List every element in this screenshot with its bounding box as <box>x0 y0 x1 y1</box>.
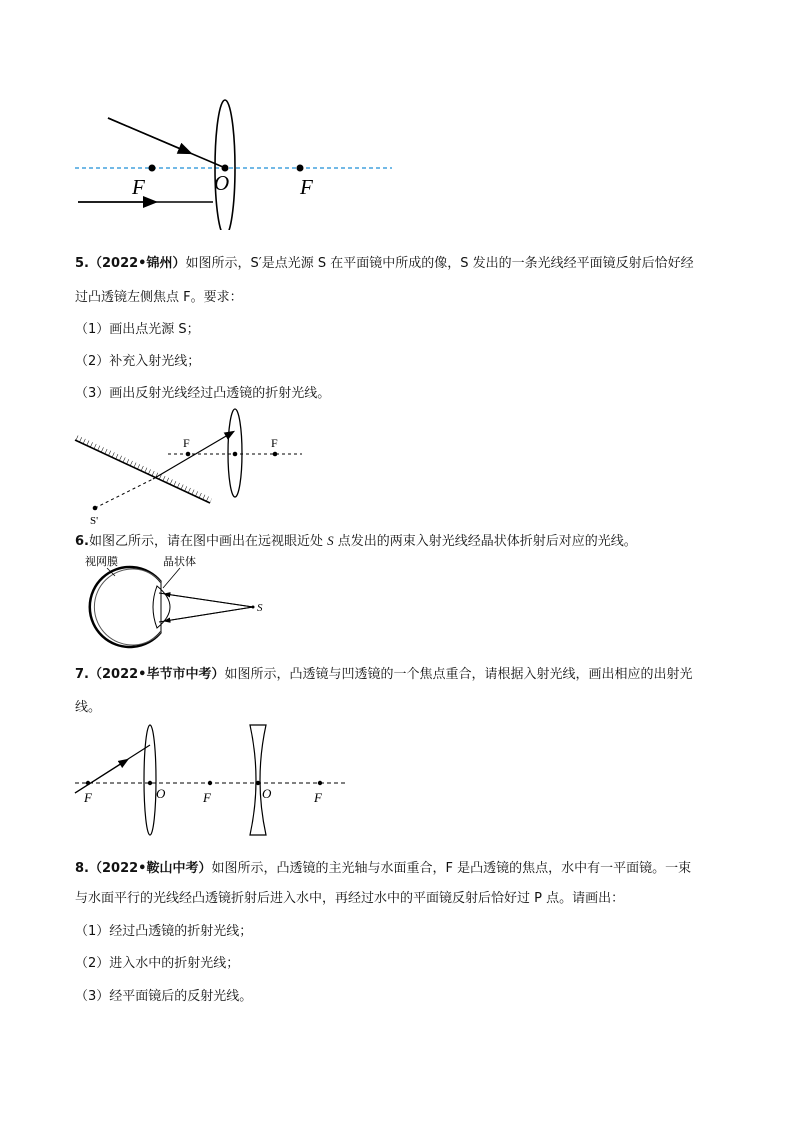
q6-text-after: 点发出的两束入射光线经晶状体折射后对应的光线。 <box>333 534 637 549</box>
q7-figure <box>70 720 350 845</box>
s-prime-point <box>93 506 98 511</box>
q5-focal-right <box>273 452 278 457</box>
q7-text-line1: 如图所示，凸透镜与凹透镜的一个焦点重合，请根据入射光线，画出相应的出射光 <box>224 667 693 682</box>
q5-lens-center <box>233 452 238 457</box>
lens-pointer <box>163 568 180 588</box>
q7-focal-3 <box>318 781 322 785</box>
q8-item-2: （2）进入水中的折射光线； <box>75 956 240 971</box>
q7-source: （2022•毕节市中考） <box>88 667 225 682</box>
q7-label-o2: O <box>262 786 272 801</box>
oblique-ray-arrow <box>108 118 190 153</box>
q8-line1 <box>75 857 691 876</box>
mirror-hatching <box>75 435 212 503</box>
label-f-right: F <box>300 175 313 199</box>
q5-item-3: （3）画出反射光线经过凸透镜的折射光线。 <box>75 386 331 401</box>
q7-convex-lens <box>144 725 156 835</box>
q6-eye-figure <box>85 552 275 652</box>
q5-source: （2022•锦州） <box>88 256 186 271</box>
q7-center-2 <box>256 781 260 785</box>
q7-focal-2 <box>208 781 212 785</box>
q5-label-f-right: F <box>271 436 278 450</box>
q7-center-1 <box>148 781 152 785</box>
q5-focal-left <box>186 452 191 457</box>
q7-label-f1: F <box>84 790 92 805</box>
q6-number: 6. <box>75 534 89 549</box>
q8-text-line1: 如图所示，凸透镜的主光轴与水面重合，F 是凸透镜的焦点，水中有一平面镜。一束 <box>211 861 692 876</box>
q7-line2: 线。 <box>75 700 102 715</box>
q6-line <box>75 530 637 549</box>
top-lens-figure <box>60 90 410 230</box>
q7-label-o1: O <box>156 786 166 801</box>
q6-label-s: S <box>257 602 263 614</box>
concave-lens <box>250 725 266 835</box>
point-s <box>252 606 255 609</box>
q7-focal-1 <box>86 781 90 785</box>
reflected-ray <box>153 432 233 479</box>
label-retina: 视网膜 <box>85 556 118 568</box>
focal-point-left <box>149 165 156 172</box>
focal-point-right <box>297 165 304 172</box>
eyeball <box>90 567 161 647</box>
q7-label-f3: F <box>314 790 322 805</box>
ray-lower-rest <box>159 607 253 622</box>
q5-number: 5. <box>75 256 89 271</box>
q8-source: （2022•鞍山中考） <box>88 861 212 876</box>
q5-line1 <box>75 252 694 271</box>
q7-label-f2: F <box>203 790 211 805</box>
s-prime-dashed <box>95 479 153 508</box>
q5-label-s-prime: S' <box>90 515 99 527</box>
q6-s-italic: S <box>327 533 334 548</box>
q8-number: 8. <box>75 861 89 876</box>
q5-label-f-left: F <box>183 436 190 450</box>
eyeball-inner <box>94 569 161 645</box>
label-o: O <box>214 171 230 195</box>
q6-text-before: 如图乙所示，请在图中画出在远视眼近处 <box>88 534 328 549</box>
q5-item-2: （2）补充入射光线； <box>75 354 201 369</box>
label-f-left: F <box>132 175 145 199</box>
q7-line1 <box>75 663 693 682</box>
q7-incident-arrow <box>75 760 127 793</box>
label-crystalline-lens: 晶状体 <box>163 556 196 568</box>
q5-line2: 过凸透镜左侧焦点 F。要求： <box>75 290 243 305</box>
q8-item-3: （3）经平面镜后的反射光线。 <box>75 989 253 1004</box>
q8-line2: 与水面平行的光线经凸透镜折射后进入水中，再经过水中的平面镜反射后恰好过 P 点。请画出： <box>75 891 625 906</box>
q5-item-1: （1）画出点光源 S； <box>75 322 200 337</box>
q7-number: 7. <box>75 667 89 682</box>
q8-item-1: （1）经过凸透镜的折射光线； <box>75 924 253 939</box>
q5-text-line1: 如图所示，S′是点光源 S 在平面镜中所成的像，S 发出的一条光线经平面镜反射后恰好经 <box>185 256 694 271</box>
ray-upper-rest <box>159 593 253 607</box>
q5-figure <box>70 405 310 530</box>
